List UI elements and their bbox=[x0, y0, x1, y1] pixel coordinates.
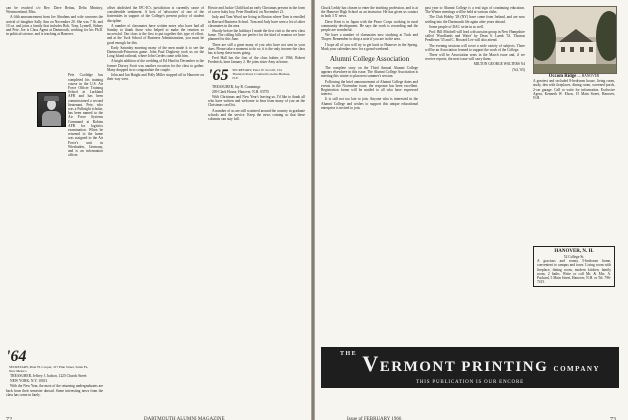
paragraph: With Christmas and New Year's leaving us, I'd like to thank all who have written and welcome to hear from many of you on the Christmas card list. bbox=[208, 95, 305, 108]
section-heading: Alumni College Association bbox=[329, 55, 410, 64]
paragraph: 209 Clark House, Hanover, N.H. 03755 bbox=[212, 89, 270, 94]
footer-title: Issue of FEBRUARY 1966 bbox=[347, 417, 402, 420]
paragraph: TREASURER, Jay R. Cummings bbox=[212, 84, 261, 89]
paragraph: Dave Kent is in Japan with the Peace Corps working in rural community development. He says the work is rewarding and the people are wonderful. bbox=[321, 19, 418, 33]
class-secretary: SECRETARY, Peter H. Cooper, 317 Pine Street, Santa Fe, New Mexico bbox=[9, 365, 89, 373]
banner-brand-letter: V bbox=[362, 350, 380, 376]
ad-title: Occom Ridge bbox=[548, 74, 577, 79]
class-numeral: '65 bbox=[208, 66, 229, 84]
portrait-photo bbox=[37, 92, 66, 127]
paragraph: Howie and Jackie Child had an early Christmas present in the form of a new baby boy, Peter Bradford, on November 21. bbox=[208, 6, 305, 15]
paragraph: The Club Hobby '28 (NY) have come from Ireland, and are now settling into the Dartmouth life again after years abroad. bbox=[425, 15, 525, 24]
paragraph: past year to Alumni College is a real sign of continuing education. The Winter meetings will be held at various clubs. bbox=[425, 6, 525, 15]
paragraph: The evening sessions will cover a wide variety of subjects. There will be an Association formed to support the work of the College. bbox=[425, 43, 525, 52]
left-column-2 bbox=[107, 6, 204, 82]
paragraph: Pete Coolidge has completed his training course in the U.S. Air Force Officer Training School at Lackland AFB and has been commissioned a second lieutenant. Pete, who was a Fulbright scholar, has been named to the Air Force Systems Command at Robins AFB for logistics examination. When he returned to the home was assigned to the Air Force's unit in Wiesbaden, Germany, and is an information officer. bbox=[68, 73, 103, 158]
paragraph: Prof. Bill Mitchell will lead a discussion group in New Hampshire called 'Woodlands and Water' by Dean S. Lamb '33. Thomas Pendleton '35 and C. Howard Lee will also attend. bbox=[425, 30, 525, 43]
paragraph: NEW YORK, N.Y. 10013 bbox=[10, 379, 48, 384]
ad-title-suffix: — HANOVER bbox=[577, 74, 600, 78]
paragraph: offset abolished the IFC-IC's jurisdiction is currently cause of considerable sentiment. A host of 'advocates' of one of the fraternities in support of the College's present policy of student discipline. bbox=[107, 6, 204, 23]
paragraph: A bright addition of the wedding of Ed Hurd in December to the former Dorsey Scott was another occasion for the class to gather. Many dropped in to congratulate the couple. bbox=[107, 59, 204, 72]
paragraph: Some people of DAC write in as well. bbox=[429, 24, 484, 29]
page-number: 73 bbox=[610, 417, 616, 420]
paragraph: Shortly before the holidays I made the first visit to the new class home. The rolling hills are perfect for the kind of reunion we have planned for this June. bbox=[208, 29, 305, 42]
right-column-2 bbox=[425, 6, 525, 73]
paragraph: can be reached c/o Rev. Dave Bettau, Delta Ministry, Westmoreland, Miss. bbox=[6, 6, 103, 15]
banner-brand-suffix: COMPANY bbox=[553, 364, 601, 373]
paragraph: TREASURER, Jeffrey J. Judson, 1225 Church Street bbox=[10, 374, 87, 378]
right-column-1 bbox=[321, 6, 418, 111]
banner-brand bbox=[340, 351, 600, 377]
page-number: 72 bbox=[6, 417, 12, 420]
signature: MILTON GEORGE WALTERS '64 bbox=[473, 62, 525, 67]
ad-text: A greatest and secluded 8-bedroom house, living room, study, den with fireplaces, dining room, screened porch, 2-car garage. Call or write for information. Exclusive Agent, Kenneth W. Elson, 15 Main Street, Hanover, N.H. bbox=[533, 79, 615, 101]
footer-title: DARTMOUTH ALUMNI MAGAZINE bbox=[144, 417, 225, 420]
class-64-block bbox=[6, 346, 103, 398]
paragraph: Following the brief announcement of Alumni College dates and events in the November issue, the response has been excellent. Registration forms will be mailed to all who have expressed interest. bbox=[321, 79, 418, 97]
paragraph: John and Jan Haight and Polly Miller stopped off in Hanover on their way west. bbox=[107, 73, 204, 82]
paragraph: Chuck Leddy has chosen to enter the teaching profession, and is at the Hanover High School as an instructor. He has given us contact in both 3 X' news. bbox=[321, 6, 418, 19]
left-page bbox=[0, 0, 311, 420]
ad-text: A gracious and roomy 5-bedroom home, convenient to campus and town. Living room with fireplace, dining room, modern kitchen, family room, 2 baths. Write or call Mr. & Mrs. A. Packard, 5 Main Street, Hanover, N.H. or Tel. 796-7415. bbox=[537, 259, 611, 285]
house-photo bbox=[533, 6, 617, 74]
paragraph: It is still not too late to join. Anyone who is interested in the Alumni College and wishes to support this unique educational enterprise is invited to join. bbox=[321, 97, 418, 110]
paragraph: A number of classmates have written notes who have had all Sunday to thank those who helped to make the reunion so successful. Our class is the first to put together this type of effort, and at the Tuck School of Business Administration, you must be good enough for this. bbox=[107, 23, 204, 45]
banner-tagline: THIS PUBLICATION IS OUR ENCORE bbox=[416, 379, 524, 385]
paragraph: A number of us are still scattered around the country in graduate schools and the service. Keep the news coming so that these columns can stay full. bbox=[208, 108, 305, 122]
right-page bbox=[315, 0, 628, 420]
paragraph: With the New Year, the most of the returning undergraduates are back from their semester abroad. Some interesting news from the class has come in lately. bbox=[6, 384, 103, 397]
left-column-3 bbox=[208, 6, 305, 122]
real-estate-ad-box bbox=[533, 246, 615, 287]
paragraph: A fifth announcement from Joe Abrahms and wife concerns the arrival of daughter Sally Ann on November 20. She was 7 lb. and 10 oz. and joins a family that includes Bob, Tony, Lynnell, Sidney and Pete. Joe is Class Agent at Dartmouth, working for his Ph.D. in political science, and is teaching at Hanover. bbox=[6, 15, 103, 37]
class-numeral: '64 bbox=[6, 348, 27, 365]
paragraph: We have a number of classmates now studying at Tuck and Thayer. Remember to drop a note if you are in the area. bbox=[321, 33, 418, 42]
paragraph: There are still a great many of you who have not sent in your dues. Please take a moment to do so; it is the only income the class has to keep these notes going. bbox=[208, 42, 305, 56]
paragraph: The complete story on the Third Annual Alumni College appears elsewhere in this issue. The Alumni College Association is meeting this winter to plan next summer's session. bbox=[321, 66, 418, 79]
paragraph: Judy and Tom Wood are living in Boston where Tom is enrolled in Harvard Business School. Tom and Judy have seen a lot of other classmates in the area. bbox=[208, 15, 305, 28]
paragraph: I hope all of you will try to get back to Hanover in the Spring. Mark your calendars now for a grand weekend. bbox=[321, 42, 418, 51]
printing-company-banner bbox=[321, 347, 619, 388]
real-estate-ad-caption bbox=[533, 74, 615, 100]
left-column-1 bbox=[6, 6, 103, 158]
paragraph: Fred Hall has the first of the class babies of 1966, Robert Frederick, born January 2. He joins sister Amy at home. bbox=[208, 56, 305, 65]
banner-brand-prefix: THE bbox=[339, 350, 358, 357]
banner-brand-name: ERMONT PRINTING bbox=[379, 358, 549, 375]
signature-years: ('64, '65) bbox=[512, 67, 525, 72]
class-secretary: SECRETARY, Peter W. Scovill, 134 Thurston Road, Cromwell-on-the-Hudson, N.Y. bbox=[232, 67, 291, 80]
ad-subheading: 52 College St. bbox=[563, 255, 585, 259]
class-heading-65 bbox=[208, 68, 305, 84]
class-heading-64 bbox=[6, 349, 103, 373]
paragraph: Early Saturday morning many of the men made it to see the Dartmouth-Princeton game. John Paul Dogherty took us on the Long Island railroad, where John Cerdes came with him. bbox=[107, 45, 204, 59]
ad-heading: HANOVER, N. H. bbox=[554, 249, 594, 254]
paragraph: There will be Association seats in the March issue and, if we receive reports, the next issue will carry them. bbox=[425, 53, 525, 62]
